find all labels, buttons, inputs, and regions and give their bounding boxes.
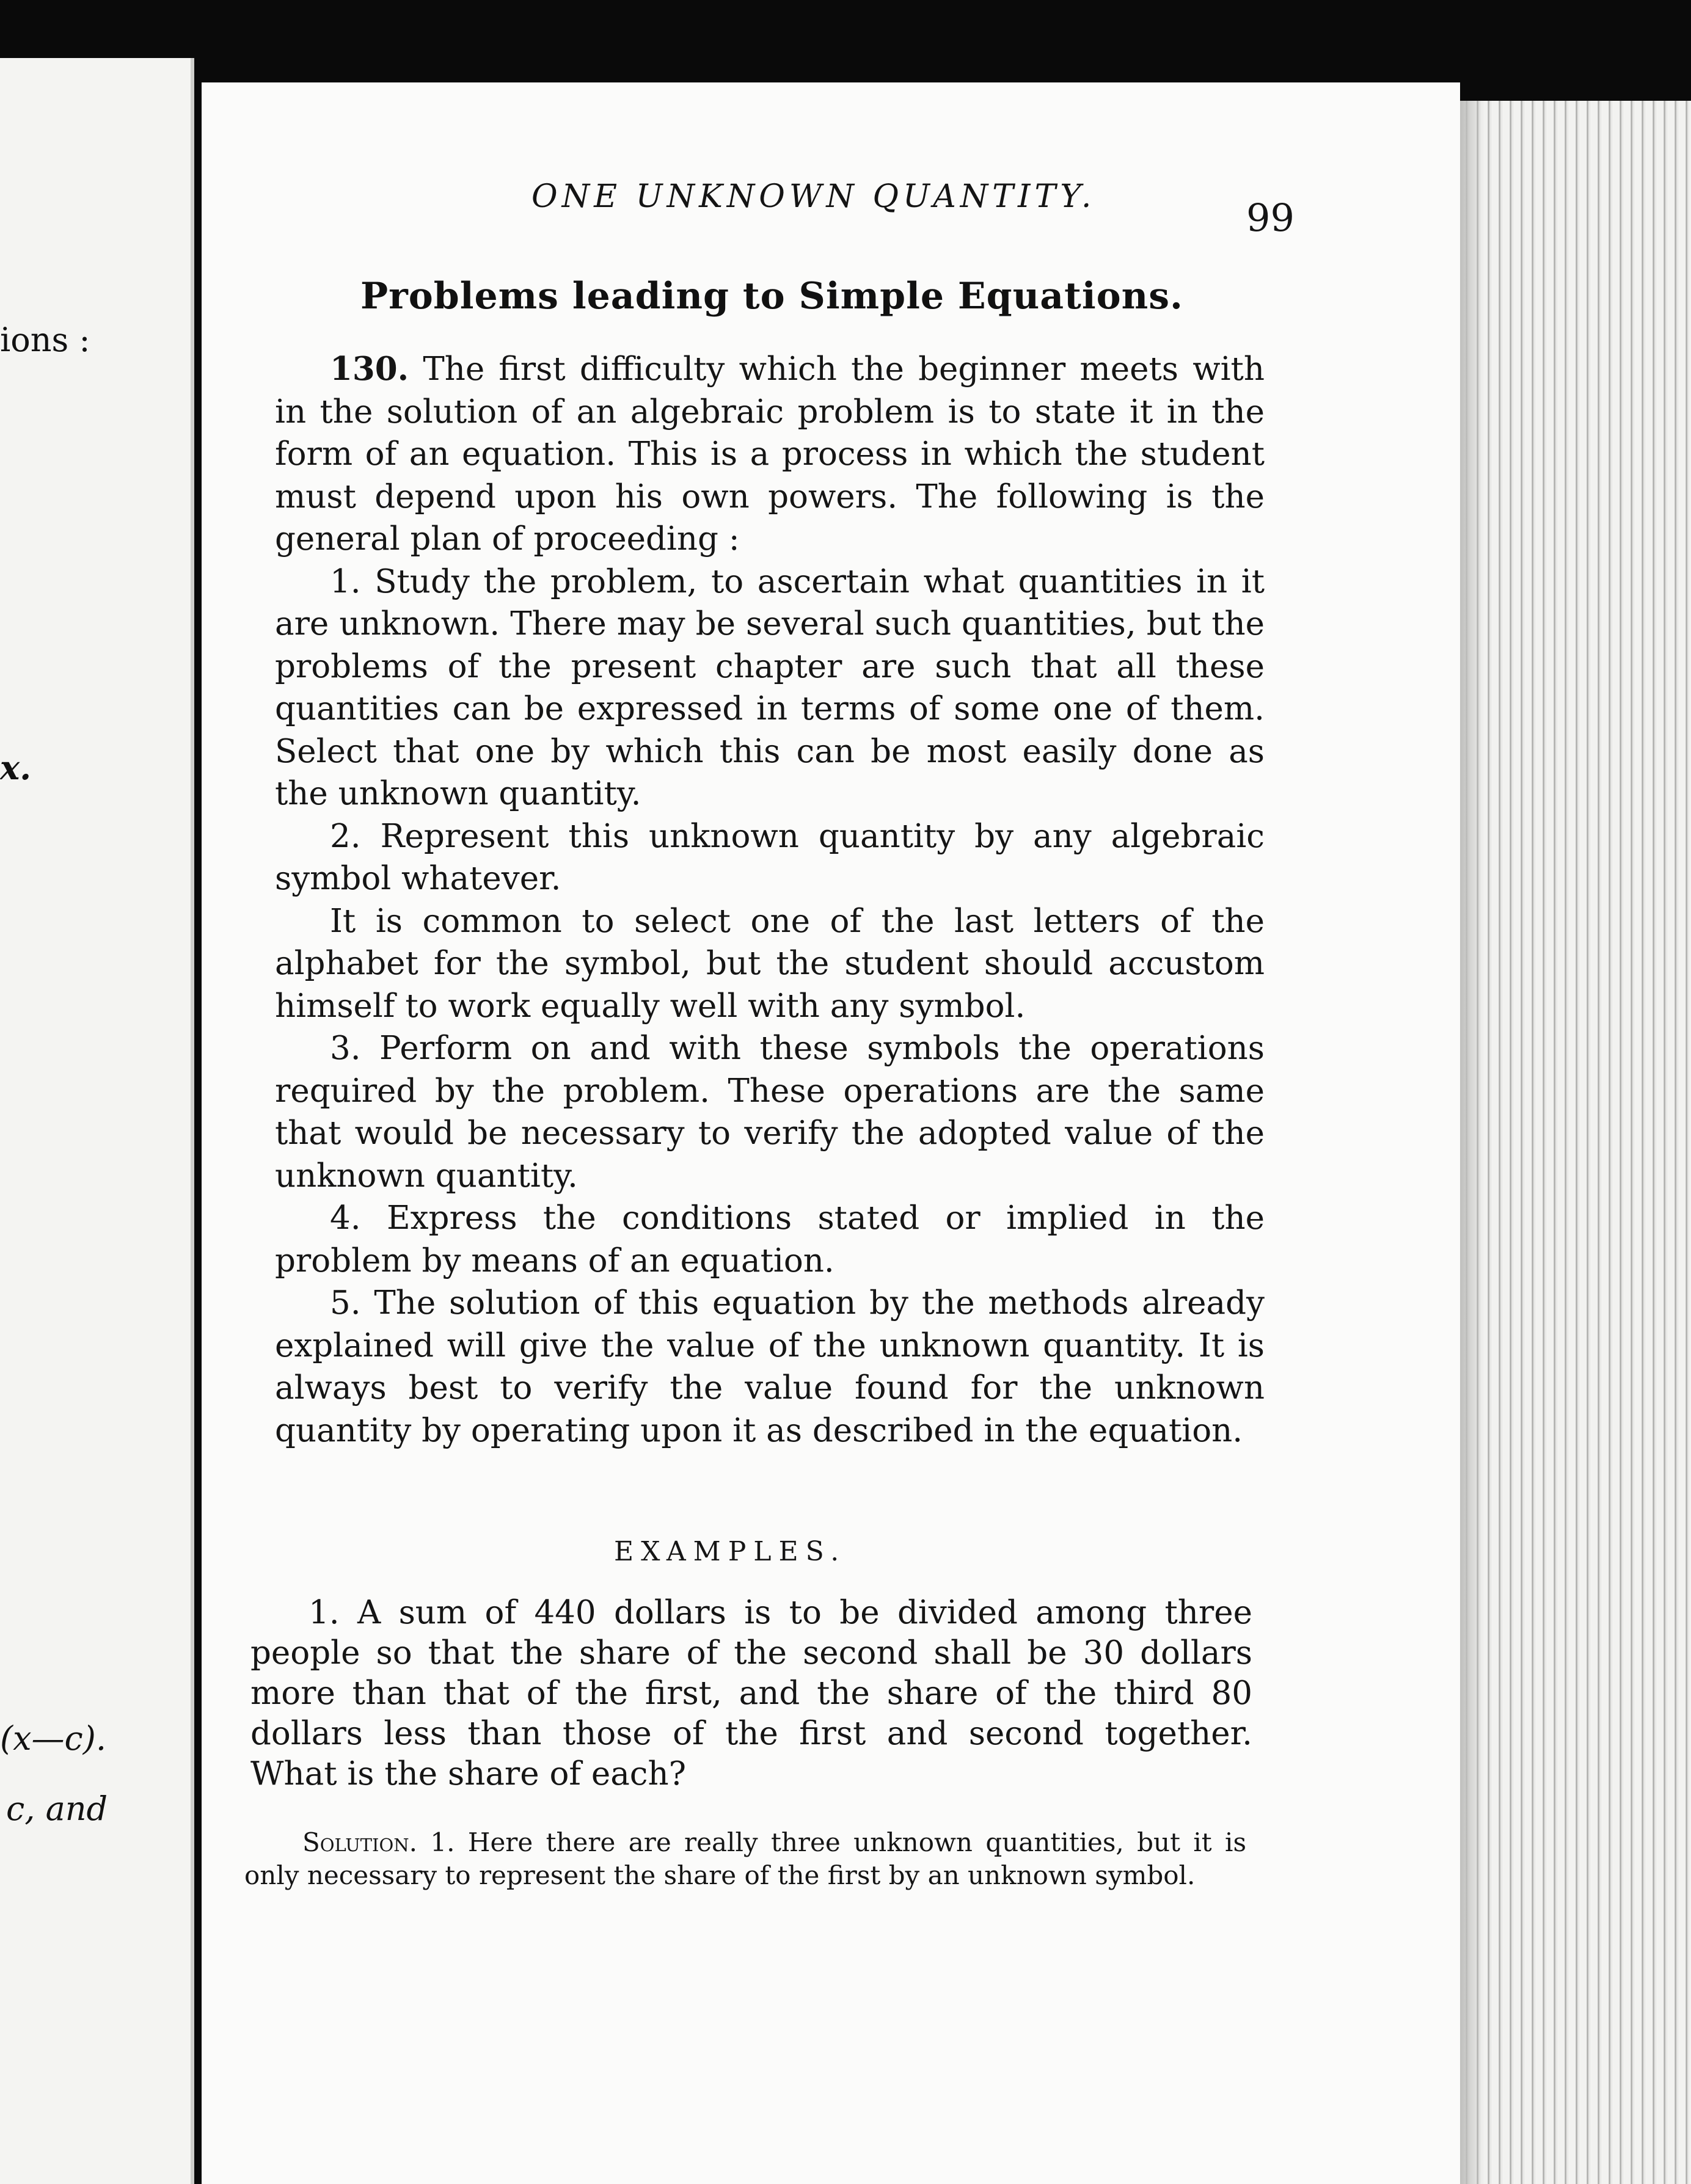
step-text: The solution of this equation by the methods already explained will give the value of the unknown quantity. It is always best to verify the value found for the unknown quantity by operating upon it as described in the equation. [275,1284,1265,1449]
example-paragraph [250,1593,1252,1794]
intro-text: The first difficulty which the beginner meets with in the solution of an algebraic problem is to state it in the form of an equation. This is a process in which the student must depend upon his own powers. The following is the general plan of proceeding : [275,351,1265,558]
step-text: Express the conditions stated or implied in the problem by means of an equation. [275,1199,1265,1279]
left-page-fragment: x. [0,748,31,787]
section-number: 130. [330,350,409,388]
left-page-fragment: (x—c). [0,1719,106,1758]
step-paragraph [275,1027,1265,1197]
step-number: 4. [330,1199,361,1237]
step-text: Study the problem, to ascertain what quantities in it are unknown. There may be several such quantities, but the problems of the present chapter are such that all these quantities can be expressed in terms of some one of them. Select that one by which this can be most easily done as the unknown quantity. [275,562,1265,812]
step-text: Perform on and with these symbols the operations required by the problem. These operations are the same that would be necessary to verify the adopted value of the unknown quantity. [275,1030,1265,1195]
example-text: A sum of 440 dollars is to be divided among three people so that the share of the second shall be 30 dollars more than that of the first, and the share of the third 80 dollars less than those of the first and second together. What is the share of each? [250,1594,1252,1793]
left-page-edge [0,58,194,2184]
page-edge-shadow [1460,101,1485,2184]
left-page-fragment: c, and [6,1789,108,1828]
step-paragraph [275,561,1265,815]
step-number: 3. [330,1030,361,1067]
step-paragraph [275,1197,1265,1282]
solution [244,1826,1246,1892]
solution-number: 1. [430,1827,455,1857]
intro-paragraph [275,348,1265,561]
step-text: It is common to select one of the last letters of the alphabet for the symbol, but the student should accustom himself to work equally well with any symbol. [275,902,1265,1025]
example-number: 1. [309,1594,340,1631]
step-text: Represent this unknown quantity by any algebraic symbol whatever. [275,817,1265,897]
page-edges [1460,101,1691,2184]
step-number: 1. [330,562,361,600]
running-head: ONE UNKNOWN QUANTITY. [531,178,1096,215]
body-text [275,348,1265,1452]
step-note-paragraph [275,900,1265,1028]
section-title: Problems leading to Simple Equations. [360,275,1183,318]
solution-label: Solution. [302,1827,417,1857]
step-number: 2. [330,817,361,855]
step-number: 5. [330,1284,361,1322]
step-paragraph [275,815,1265,900]
solution-text: Here there are really three unknown quantities, but it is only necessary to represent the share of the first by an unknown symbol. [244,1827,1247,1890]
page-number: 99 [1246,195,1295,240]
solution-paragraph [244,1826,1246,1892]
examples-heading: EXAMPLES. [614,1536,847,1567]
left-page-fragment: ions : [0,321,90,359]
step-paragraph [275,1282,1265,1452]
example-1 [250,1593,1252,1794]
